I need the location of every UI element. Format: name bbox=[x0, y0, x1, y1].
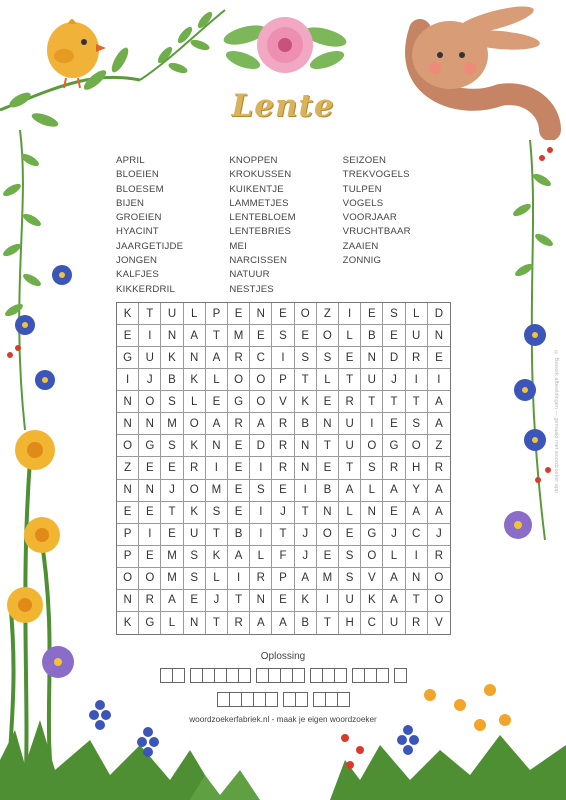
grid-cell[interactable]: E bbox=[272, 480, 294, 502]
grid-cell[interactable]: I bbox=[406, 369, 428, 391]
grid-cell[interactable]: I bbox=[428, 369, 450, 391]
grid-cell[interactable]: N bbox=[161, 325, 183, 347]
grid-cell[interactable]: S bbox=[383, 303, 405, 325]
grid-cell[interactable]: G bbox=[139, 612, 161, 634]
grid-cell[interactable]: O bbox=[139, 568, 161, 590]
solution-word bbox=[310, 668, 347, 683]
grid-cell[interactable]: V bbox=[272, 391, 294, 413]
word-item: KIKKERDRIL bbox=[116, 283, 176, 295]
grid-cell[interactable]: S bbox=[339, 546, 361, 568]
grid-cell[interactable]: O bbox=[317, 325, 339, 347]
grid-cell[interactable]: C bbox=[361, 612, 383, 634]
grid-cell[interactable]: R bbox=[250, 568, 272, 590]
word-item: VOGELS bbox=[342, 197, 384, 209]
grid-cell[interactable]: O bbox=[184, 480, 206, 502]
grid-cell[interactable]: T bbox=[272, 524, 294, 546]
grid-cell[interactable]: E bbox=[339, 347, 361, 369]
grid-cell[interactable]: P bbox=[206, 303, 228, 325]
grid-cell[interactable]: A bbox=[250, 413, 272, 435]
grid-cell[interactable]: U bbox=[161, 303, 183, 325]
grid-cell[interactable]: L bbox=[339, 325, 361, 347]
grid-cell[interactable]: N bbox=[361, 502, 383, 524]
grid-cell[interactable]: L bbox=[184, 303, 206, 325]
grid-cell[interactable]: P bbox=[272, 369, 294, 391]
grid-cell[interactable]: T bbox=[406, 391, 428, 413]
solution-word bbox=[160, 668, 185, 683]
grid-cell[interactable]: K bbox=[184, 435, 206, 457]
grid-cell[interactable]: A bbox=[428, 480, 450, 502]
grid-cell[interactable]: K bbox=[161, 347, 183, 369]
grid-cell[interactable]: R bbox=[383, 457, 405, 479]
grid-cell[interactable]: I bbox=[339, 303, 361, 325]
grid-cell[interactable]: S bbox=[161, 391, 183, 413]
grid-cell[interactable]: E bbox=[117, 325, 139, 347]
grid-cell[interactable]: T bbox=[383, 391, 405, 413]
grid-cell[interactable]: E bbox=[383, 325, 405, 347]
grid-cell[interactable]: J bbox=[161, 480, 183, 502]
grid-cell[interactable]: L bbox=[206, 369, 228, 391]
grid-cell[interactable]: O bbox=[428, 590, 450, 612]
grid-cell[interactable]: T bbox=[161, 502, 183, 524]
solution-box[interactable] bbox=[238, 668, 251, 683]
grid-cell[interactable]: E bbox=[317, 391, 339, 413]
grid-cell[interactable]: V bbox=[435, 616, 443, 629]
footer-credit: woordzoekerfabriek.nl - maak je eigen woordzoeker bbox=[189, 715, 377, 724]
grid-cell[interactable]: E bbox=[339, 524, 361, 546]
word-item: BLOESEM bbox=[116, 183, 164, 195]
word-column-2 bbox=[229, 154, 342, 297]
grid-cell[interactable]: U bbox=[339, 435, 361, 457]
page-title: Lente bbox=[231, 88, 335, 124]
grid-cell[interactable]: E bbox=[361, 303, 383, 325]
grid-cell[interactable]: E bbox=[272, 590, 294, 612]
grid-cell[interactable]: N bbox=[250, 303, 272, 325]
grid-cell[interactable]: N bbox=[139, 480, 161, 502]
grid-cell[interactable]: S bbox=[317, 347, 339, 369]
grid-cell[interactable]: L bbox=[361, 480, 383, 502]
grid-cell[interactable]: K bbox=[117, 612, 139, 634]
grid-cell[interactable]: N bbox=[117, 590, 139, 612]
grid-cell[interactable]: E bbox=[139, 457, 161, 479]
grid-cell[interactable]: B bbox=[361, 325, 383, 347]
letter-grid bbox=[116, 302, 451, 635]
vine-left-icon bbox=[0, 130, 90, 430]
grid-cell[interactable]: E bbox=[161, 457, 183, 479]
grid-cell[interactable]: I bbox=[250, 457, 272, 479]
grid-cell[interactable]: N bbox=[317, 502, 339, 524]
grid-cell[interactable]: M bbox=[161, 568, 183, 590]
grid-cell[interactable]: J bbox=[428, 524, 450, 546]
pink-rose-icon bbox=[215, 5, 355, 85]
grid-cell[interactable]: O bbox=[139, 391, 161, 413]
grid-cell[interactable]: U bbox=[339, 413, 361, 435]
grid-cell[interactable]: I bbox=[406, 546, 428, 568]
grid-cell[interactable]: A bbox=[383, 568, 405, 590]
grid-cell[interactable]: D bbox=[250, 435, 272, 457]
grid-cell[interactable]: E bbox=[206, 391, 228, 413]
grid-cell[interactable]: N bbox=[317, 413, 339, 435]
grid-cell[interactable]: R bbox=[406, 612, 428, 634]
grid-cell[interactable]: K bbox=[295, 391, 317, 413]
grid-cell[interactable]: O bbox=[317, 524, 339, 546]
grid-cell[interactable]: A bbox=[250, 612, 272, 634]
grid-cell[interactable]: L bbox=[317, 369, 339, 391]
grid-cell[interactable]: I bbox=[250, 502, 272, 524]
word-item: SEIZOEN bbox=[342, 155, 387, 166]
grid-cell[interactable]: S bbox=[161, 435, 183, 457]
grid-cell[interactable]: Z bbox=[317, 303, 339, 325]
grid-cell[interactable]: L bbox=[339, 502, 361, 524]
grid-cell[interactable]: T bbox=[228, 590, 250, 612]
grid-cell[interactable]: M bbox=[161, 546, 183, 568]
grid-cell[interactable]: T bbox=[206, 524, 228, 546]
grid-cell[interactable]: G bbox=[228, 391, 250, 413]
grid-cell[interactable]: T bbox=[295, 369, 317, 391]
solution-word bbox=[190, 668, 251, 683]
solution-word bbox=[394, 668, 407, 683]
grid-cell[interactable]: T bbox=[339, 457, 361, 479]
grid-cell[interactable]: E bbox=[250, 325, 272, 347]
grid-cell[interactable]: A bbox=[428, 502, 450, 524]
grid-cell[interactable]: R bbox=[228, 612, 250, 634]
chick-icon bbox=[40, 10, 110, 90]
grid-cell[interactable]: A bbox=[383, 480, 405, 502]
grid-cell[interactable]: O bbox=[117, 435, 139, 457]
grid-cell[interactable]: M bbox=[206, 480, 228, 502]
grid-cell[interactable]: A bbox=[406, 502, 428, 524]
word-item: MEI bbox=[229, 240, 247, 252]
grid-cell[interactable]: B bbox=[161, 369, 183, 391]
grid-cell[interactable]: S bbox=[250, 480, 272, 502]
grid-cell[interactable]: E bbox=[184, 590, 206, 612]
grid-cell[interactable]: O bbox=[406, 435, 428, 457]
word-item: ZAAIEN bbox=[342, 240, 379, 252]
grid-cell[interactable]: V bbox=[361, 568, 383, 590]
grid-cell[interactable]: E bbox=[228, 480, 250, 502]
grid-cell[interactable]: P bbox=[117, 546, 139, 568]
grid-cell[interactable]: B bbox=[317, 480, 339, 502]
grid-cell[interactable]: N bbox=[117, 413, 139, 435]
grid-cell[interactable]: N bbox=[250, 590, 272, 612]
grid-cell[interactable]: I bbox=[206, 457, 228, 479]
grid-cell[interactable]: I bbox=[250, 524, 272, 546]
grid-cell[interactable]: K bbox=[361, 590, 383, 612]
grid-cell[interactable]: J bbox=[139, 369, 161, 391]
grid-cell[interactable]: J bbox=[383, 524, 405, 546]
word-item: VOORJAAR bbox=[342, 212, 398, 224]
word-item: LENTEBRIES bbox=[229, 226, 292, 238]
grid-cell[interactable]: J bbox=[272, 502, 294, 524]
grid-cell[interactable]: N bbox=[117, 391, 139, 413]
word-item: BIJEN bbox=[116, 197, 145, 209]
grid-cell[interactable]: T bbox=[406, 590, 428, 612]
grid-cell[interactable]: E bbox=[272, 303, 294, 325]
grid-cell[interactable]: L bbox=[406, 303, 428, 325]
grid-cell[interactable]: R bbox=[184, 457, 206, 479]
grid-cell[interactable]: B bbox=[295, 612, 317, 634]
grid-cell[interactable]: O bbox=[117, 568, 139, 590]
grid-cell[interactable]: O bbox=[361, 435, 383, 457]
word-item: NESTJES bbox=[229, 283, 274, 295]
grid-cell[interactable]: B bbox=[295, 413, 317, 435]
grid-cell[interactable]: A bbox=[161, 590, 183, 612]
grid-cell[interactable]: E bbox=[228, 303, 250, 325]
grid-cell[interactable]: T bbox=[295, 502, 317, 524]
grid-cell[interactable]: M bbox=[161, 413, 183, 435]
grid-cell[interactable]: A bbox=[295, 568, 317, 590]
grid-cell[interactable]: T bbox=[206, 612, 228, 634]
grid-cell[interactable]: U bbox=[361, 369, 383, 391]
solution-word bbox=[217, 692, 278, 707]
grid-cell[interactable]: R bbox=[428, 457, 450, 479]
grid-cell[interactable]: H bbox=[339, 612, 361, 634]
solution-box[interactable] bbox=[334, 668, 347, 683]
grid-cell[interactable]: I bbox=[139, 524, 161, 546]
grid-cell[interactable]: E bbox=[295, 325, 317, 347]
word-item: JAARGETIJDE bbox=[116, 240, 184, 252]
grid-cell[interactable]: C bbox=[250, 347, 272, 369]
grid-cell[interactable]: R bbox=[272, 435, 294, 457]
grid-cell[interactable]: M bbox=[317, 568, 339, 590]
grid-cell[interactable]: E bbox=[139, 546, 161, 568]
grid-cell[interactable]: P bbox=[272, 568, 294, 590]
grid-cell[interactable]: L bbox=[206, 568, 228, 590]
grid-cell[interactable]: E bbox=[383, 502, 405, 524]
grid-cell[interactable]: G bbox=[117, 347, 139, 369]
grid-cell[interactable]: S bbox=[295, 347, 317, 369]
grid-cell[interactable]: I bbox=[317, 590, 339, 612]
grid-cell[interactable]: R bbox=[428, 546, 450, 568]
solution-box[interactable] bbox=[394, 668, 407, 683]
grid-cell[interactable]: J bbox=[206, 590, 228, 612]
grid-cell[interactable]: N bbox=[295, 457, 317, 479]
grid-cell[interactable]: K bbox=[295, 590, 317, 612]
word-list bbox=[116, 154, 456, 297]
grid-cell[interactable]: J bbox=[295, 546, 317, 568]
grid-cell[interactable]: E bbox=[383, 413, 405, 435]
grid-cell[interactable]: T bbox=[339, 369, 361, 391]
grid-cell[interactable]: O bbox=[428, 568, 450, 590]
grid-cell[interactable]: G bbox=[361, 524, 383, 546]
grid-cell[interactable]: E bbox=[228, 457, 250, 479]
grid-cell[interactable]: A bbox=[206, 347, 228, 369]
grid-cell[interactable]: E bbox=[117, 502, 139, 524]
grid-cell[interactable]: O bbox=[295, 303, 317, 325]
grid-cell[interactable]: T bbox=[317, 612, 339, 634]
grid-cell[interactable]: N bbox=[406, 568, 428, 590]
grid-cell[interactable]: K bbox=[184, 369, 206, 391]
grid-cell[interactable]: D bbox=[383, 347, 405, 369]
word-item: TULPEN bbox=[342, 183, 382, 195]
grid-cell[interactable]: C bbox=[406, 524, 428, 546]
grid-cell[interactable]: N bbox=[117, 480, 139, 502]
grid-cell[interactable]: L bbox=[184, 391, 206, 413]
grid-cell[interactable]: K bbox=[184, 502, 206, 524]
solution-word bbox=[256, 668, 305, 683]
grid-cell[interactable]: M bbox=[228, 325, 250, 347]
solution-box[interactable] bbox=[292, 668, 305, 683]
grid-cell[interactable]: A bbox=[206, 413, 228, 435]
grid-cell[interactable]: N bbox=[184, 347, 206, 369]
word-item: KUIKENTJE bbox=[229, 183, 284, 195]
grid-cell[interactable]: N bbox=[361, 347, 383, 369]
grid-cell[interactable]: O bbox=[250, 391, 272, 413]
grid-cell[interactable]: E bbox=[161, 524, 183, 546]
solution-label: Oplossing bbox=[260, 651, 306, 662]
word-item: LENTEBLOEM bbox=[229, 212, 296, 224]
grid-cell[interactable]: I bbox=[228, 568, 250, 590]
grid-cell[interactable]: U bbox=[184, 524, 206, 546]
grid-cell[interactable]: A bbox=[272, 612, 294, 634]
grid-cell[interactable]: N bbox=[184, 612, 206, 634]
grid-cell[interactable]: O bbox=[361, 546, 383, 568]
side-watermark: © Bewerk afbeeldingen — gemaakt met woordzoeker app bbox=[553, 350, 559, 493]
word-item: ZONNIG bbox=[342, 255, 382, 267]
word-item: TREKVOGELS bbox=[342, 169, 410, 181]
solution-word bbox=[352, 668, 389, 683]
grid-cell[interactable]: Z bbox=[428, 435, 450, 457]
grid-cell[interactable]: K bbox=[206, 546, 228, 568]
solution-word bbox=[283, 692, 308, 707]
grid-cell[interactable]: S bbox=[361, 457, 383, 479]
word-column-3 bbox=[343, 154, 456, 297]
grid-cell[interactable]: I bbox=[361, 413, 383, 435]
solution-box[interactable] bbox=[295, 692, 308, 707]
grid-cell[interactable]: R bbox=[139, 590, 161, 612]
grid-cell[interactable]: R bbox=[339, 391, 361, 413]
word-item: VRUCHTBAAR bbox=[342, 226, 411, 238]
grid-cell[interactable]: A bbox=[184, 325, 206, 347]
grid-cell[interactable]: S bbox=[184, 546, 206, 568]
grid-cell[interactable]: R bbox=[228, 413, 250, 435]
word-item: LAMMETJES bbox=[229, 197, 289, 209]
grid-cell[interactable]: E bbox=[428, 347, 450, 369]
word-item: JONGEN bbox=[116, 255, 158, 267]
grid-cell[interactable]: U bbox=[339, 590, 361, 612]
grid-cell[interactable]: T bbox=[317, 435, 339, 457]
grid-cell[interactable]: R bbox=[272, 457, 294, 479]
word-column-1 bbox=[116, 154, 229, 297]
word-item: BLOEIEN bbox=[116, 169, 159, 181]
solution-row bbox=[0, 692, 566, 707]
grid-cell[interactable]: P bbox=[117, 524, 139, 546]
word-item: KALFJES bbox=[116, 269, 159, 281]
grid-cell[interactable]: O bbox=[184, 413, 206, 435]
grid-cell[interactable]: A bbox=[428, 391, 450, 413]
grid-cell[interactable]: A bbox=[339, 480, 361, 502]
grid-cell[interactable]: A bbox=[383, 590, 405, 612]
grid-cell[interactable]: T bbox=[206, 325, 228, 347]
grid-cell[interactable]: O bbox=[250, 369, 272, 391]
grid-cell[interactable]: E bbox=[139, 502, 161, 524]
grid-cell[interactable]: K bbox=[117, 303, 139, 325]
grid-cell[interactable]: S bbox=[206, 502, 228, 524]
grid-cell[interactable]: J bbox=[295, 524, 317, 546]
grid-cell[interactable]: N bbox=[295, 435, 317, 457]
word-item: APRIL bbox=[116, 155, 145, 166]
grid-cell[interactable]: A bbox=[428, 413, 450, 435]
solution-box[interactable] bbox=[337, 692, 350, 707]
grid-cell[interactable]: A bbox=[228, 546, 250, 568]
grid-cell[interactable]: L bbox=[161, 612, 183, 634]
word-item: NATUUR bbox=[229, 269, 270, 281]
grid-cell[interactable]: U bbox=[406, 325, 428, 347]
grid-cell[interactable]: F bbox=[272, 546, 294, 568]
grid-cell[interactable]: R bbox=[228, 347, 250, 369]
grid-cell[interactable]: J bbox=[383, 369, 405, 391]
solution-word bbox=[313, 692, 350, 707]
solution-row bbox=[0, 668, 566, 683]
grid-cell[interactable]: S bbox=[272, 325, 294, 347]
grid-cell[interactable]: R bbox=[406, 347, 428, 369]
grid-cell[interactable]: G bbox=[139, 435, 161, 457]
grid-cell[interactable]: N bbox=[139, 413, 161, 435]
grid-cell[interactable]: U bbox=[383, 612, 405, 634]
solution-box[interactable] bbox=[376, 668, 389, 683]
grid-cell[interactable]: D bbox=[428, 303, 450, 325]
grid-cell[interactable]: N bbox=[206, 435, 228, 457]
grid-cell[interactable]: T bbox=[361, 391, 383, 413]
grid-cell[interactable]: O bbox=[228, 369, 250, 391]
grid-cell[interactable]: E bbox=[228, 502, 250, 524]
solution-box[interactable] bbox=[172, 668, 185, 683]
grid-cell[interactable]: G bbox=[383, 435, 405, 457]
grid-cell[interactable]: Y bbox=[406, 480, 428, 502]
grid-cell[interactable]: I bbox=[139, 325, 161, 347]
grid-cell[interactable]: L bbox=[383, 546, 405, 568]
grid-cell[interactable]: R bbox=[272, 413, 294, 435]
word-item: KROKUSSEN bbox=[229, 169, 292, 181]
grid-cell[interactable]: T bbox=[139, 303, 161, 325]
grid-cell[interactable]: I bbox=[295, 480, 317, 502]
grid-cell[interactable]: E bbox=[317, 546, 339, 568]
word-item: KNOPPEN bbox=[229, 155, 278, 166]
grid-cell[interactable]: S bbox=[184, 568, 206, 590]
grid-cell[interactable]: U bbox=[139, 347, 161, 369]
word-item: GROEIEN bbox=[116, 212, 162, 224]
word-item: HYACINT bbox=[116, 226, 159, 238]
grid-cell[interactable]: N bbox=[428, 325, 450, 347]
grid-cell[interactable]: S bbox=[339, 568, 361, 590]
grid-cell[interactable]: L bbox=[250, 546, 272, 568]
grid-cell[interactable]: I bbox=[272, 347, 294, 369]
grid-cell[interactable]: Z bbox=[117, 457, 139, 479]
grid-cell[interactable]: E bbox=[228, 435, 250, 457]
grid-cell[interactable]: E bbox=[317, 457, 339, 479]
grid-cell[interactable]: S bbox=[406, 413, 428, 435]
solution-box[interactable] bbox=[265, 692, 278, 707]
grid-cell[interactable]: B bbox=[228, 524, 250, 546]
grid-cell[interactable]: H bbox=[406, 457, 428, 479]
grid-cell[interactable]: I bbox=[117, 369, 139, 391]
word-item: NARCISSEN bbox=[229, 255, 288, 267]
